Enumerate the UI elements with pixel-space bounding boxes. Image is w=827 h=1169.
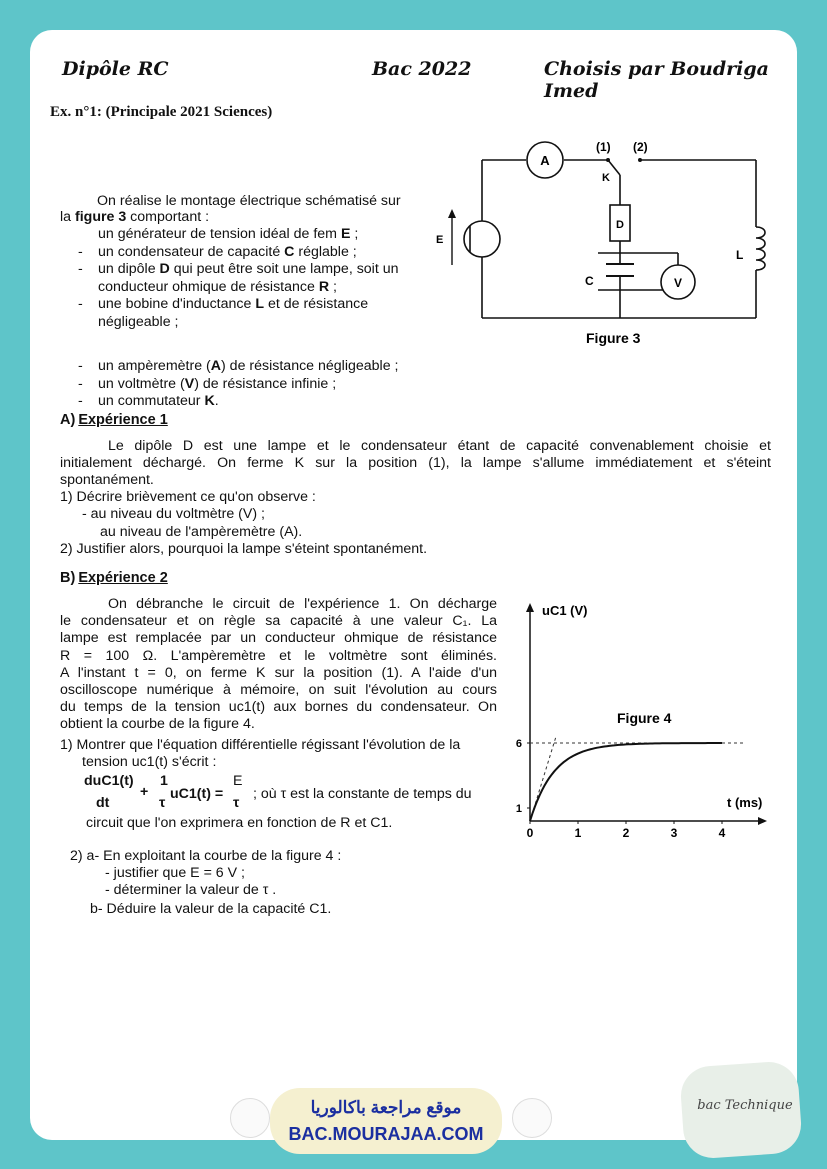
intro-line2: la figure 3 comportant : bbox=[60, 209, 210, 225]
partB-question-2a: 2) a- En exploitant la courbe de la figure 4 : bbox=[70, 848, 342, 864]
partA-question-1a: - au niveau du voltmètre (V) ; bbox=[82, 506, 265, 522]
series-line-uc1 bbox=[530, 743, 722, 821]
figure4-chart bbox=[505, 595, 790, 855]
component-item: conducteur ohmique de résistance R ; bbox=[98, 278, 337, 295]
partA-question-2: 2) Justifier alors, pourquoi la lampe s'éteint spontanément. bbox=[60, 541, 428, 557]
partA-para-line2: initialement déchargé. On ferme K sur la position (1), la lampe s'allume immédiatement et s'éteint bbox=[60, 455, 771, 471]
x-axis-label: t (ms) bbox=[727, 795, 763, 810]
switch-label: K bbox=[602, 172, 610, 184]
exercise-title: Ex. n°1: (Principale 2021 Sciences) bbox=[50, 104, 273, 120]
left-logo-badge bbox=[230, 1098, 270, 1138]
generator-label: E bbox=[436, 234, 444, 246]
component-item: - un voltmètre (V) de résistance infinie ; bbox=[78, 375, 337, 392]
eq-denominator: dt bbox=[96, 795, 110, 811]
partB-para-line: R = 100 Ω. L'ampèremètre et le voltmètre sont éliminés. bbox=[60, 647, 497, 664]
dipole-label: D bbox=[616, 219, 624, 231]
y-tick-label: 6 bbox=[515, 738, 522, 750]
y-tick-label: 1 bbox=[515, 803, 522, 815]
section-b-heading: B) Expérience 2 bbox=[60, 570, 168, 586]
eq-middle: uC1(t) = bbox=[170, 786, 224, 802]
component-item: un générateur de tension idéal de fem E ; bbox=[98, 226, 359, 242]
component-item: - un dipôle D qui peut être soit une lampe, soit un bbox=[78, 261, 399, 277]
x-tick-label: 2 bbox=[622, 826, 630, 840]
partB-question-1-line2: tension uc1(t) s'écrit : bbox=[82, 754, 217, 770]
intro-line1: On réalise le montage électrique schématisé sur bbox=[97, 193, 401, 209]
partB-question-2b: b- Déduire la valeur de la capacité C1. bbox=[90, 901, 332, 917]
component-item: - une bobine d'inductance L et de résistance bbox=[78, 296, 369, 312]
bac-technique-text: bac Technique bbox=[697, 1098, 793, 1113]
partA-para-line3: spontanément. bbox=[60, 472, 154, 488]
eq-numerator: duC1(t) bbox=[84, 773, 134, 789]
x-tick-label: 3 bbox=[670, 826, 678, 840]
right-logo-badge bbox=[512, 1098, 552, 1138]
partB-para-line: du temps de la tension uc1(t) aux bornes du condensateur. On bbox=[60, 699, 497, 716]
chart-title: Figure 4 bbox=[617, 710, 672, 726]
component-item: - un ampèremètre (A) de résistance négligeable ; bbox=[78, 358, 399, 374]
header-author: Choisis par Boudriga Imed bbox=[544, 58, 769, 102]
capacitor-label: C bbox=[585, 274, 594, 288]
partB-question-2a-1: - justifier que E = 6 V ; bbox=[105, 865, 245, 881]
footer-url[interactable]: BAC.MOURAJAA.COM bbox=[288, 1124, 484, 1144]
partB-para-line: oscilloscope numérique à mémoire, on suit l'évolution au cours bbox=[60, 682, 497, 698]
voltmeter-label: V bbox=[673, 276, 683, 290]
x-tick-label: 4 bbox=[718, 826, 726, 840]
switch-position-2: (2) bbox=[633, 140, 648, 154]
eq-tau-1: τ bbox=[159, 795, 166, 811]
switch-position-1: (1) bbox=[596, 140, 611, 154]
figure3-caption: Figure 3 bbox=[586, 330, 641, 346]
component-item: - un commutateur K. bbox=[78, 393, 219, 409]
partB-para-line: A l'instant t = 0, on ferme K sur la position (1). A l'aide d'un bbox=[60, 664, 497, 681]
partA-question-1b: au niveau de l'ampèremètre (A). bbox=[100, 524, 303, 540]
x-axis-arrow bbox=[758, 817, 767, 825]
partB-question-2a-2: - déterminer la valeur de τ . bbox=[105, 882, 277, 898]
partA-para-line1: Le dipôle D est une lampe et le condensateur étant de capacité convenablement choisie et bbox=[108, 438, 771, 454]
y-axis-label: uC1 (V) bbox=[542, 603, 588, 618]
footer-arabic-text: موقع مراجعة باكالوريا bbox=[310, 1098, 462, 1117]
partB-para-line: On débranche le circuit de l'expérience 1. On décharge bbox=[108, 596, 497, 612]
component-item: - un condensateur de capacité C réglable ; bbox=[78, 243, 357, 260]
component-item: négligeable ; bbox=[98, 313, 179, 330]
inductor-label: L bbox=[736, 248, 744, 262]
y-axis-arrow bbox=[526, 603, 534, 612]
x-tick-label: 0 bbox=[526, 826, 534, 840]
header-year: Bac 2022 bbox=[372, 58, 472, 80]
ammeter-label: A bbox=[540, 153, 550, 168]
eq-tau-2: τ bbox=[233, 795, 240, 811]
header-topic: Dipôle RC bbox=[62, 58, 169, 80]
partB-para-line: le condensateur et on règle sa capacité à une valeur C₁. La bbox=[60, 613, 497, 630]
eq-tail: ; où τ est la constante de temps du bbox=[253, 786, 472, 802]
eq-plus: + bbox=[140, 784, 149, 800]
partB-para-line: lampe est remplacée par un conducteur ohmique de résistance bbox=[60, 630, 497, 647]
partB-para-line: obtient la courbe de la figure 4. bbox=[60, 716, 255, 733]
eq-one: 1 bbox=[160, 773, 168, 789]
partB-question-1-line1: 1) Montrer que l'équation différentielle régissant l'évolution de la bbox=[60, 737, 461, 753]
circuit-figure bbox=[430, 135, 790, 355]
x-tick-label: 1 bbox=[574, 826, 582, 840]
partB-question-1-line4: circuit que l'on exprimera en fonction de R et C1. bbox=[86, 815, 393, 831]
eq-E: E bbox=[233, 773, 243, 789]
section-a-heading: A) Expérience 1 bbox=[60, 412, 168, 428]
partA-question-1: 1) Décrire brièvement ce qu'on observe : bbox=[60, 489, 316, 505]
